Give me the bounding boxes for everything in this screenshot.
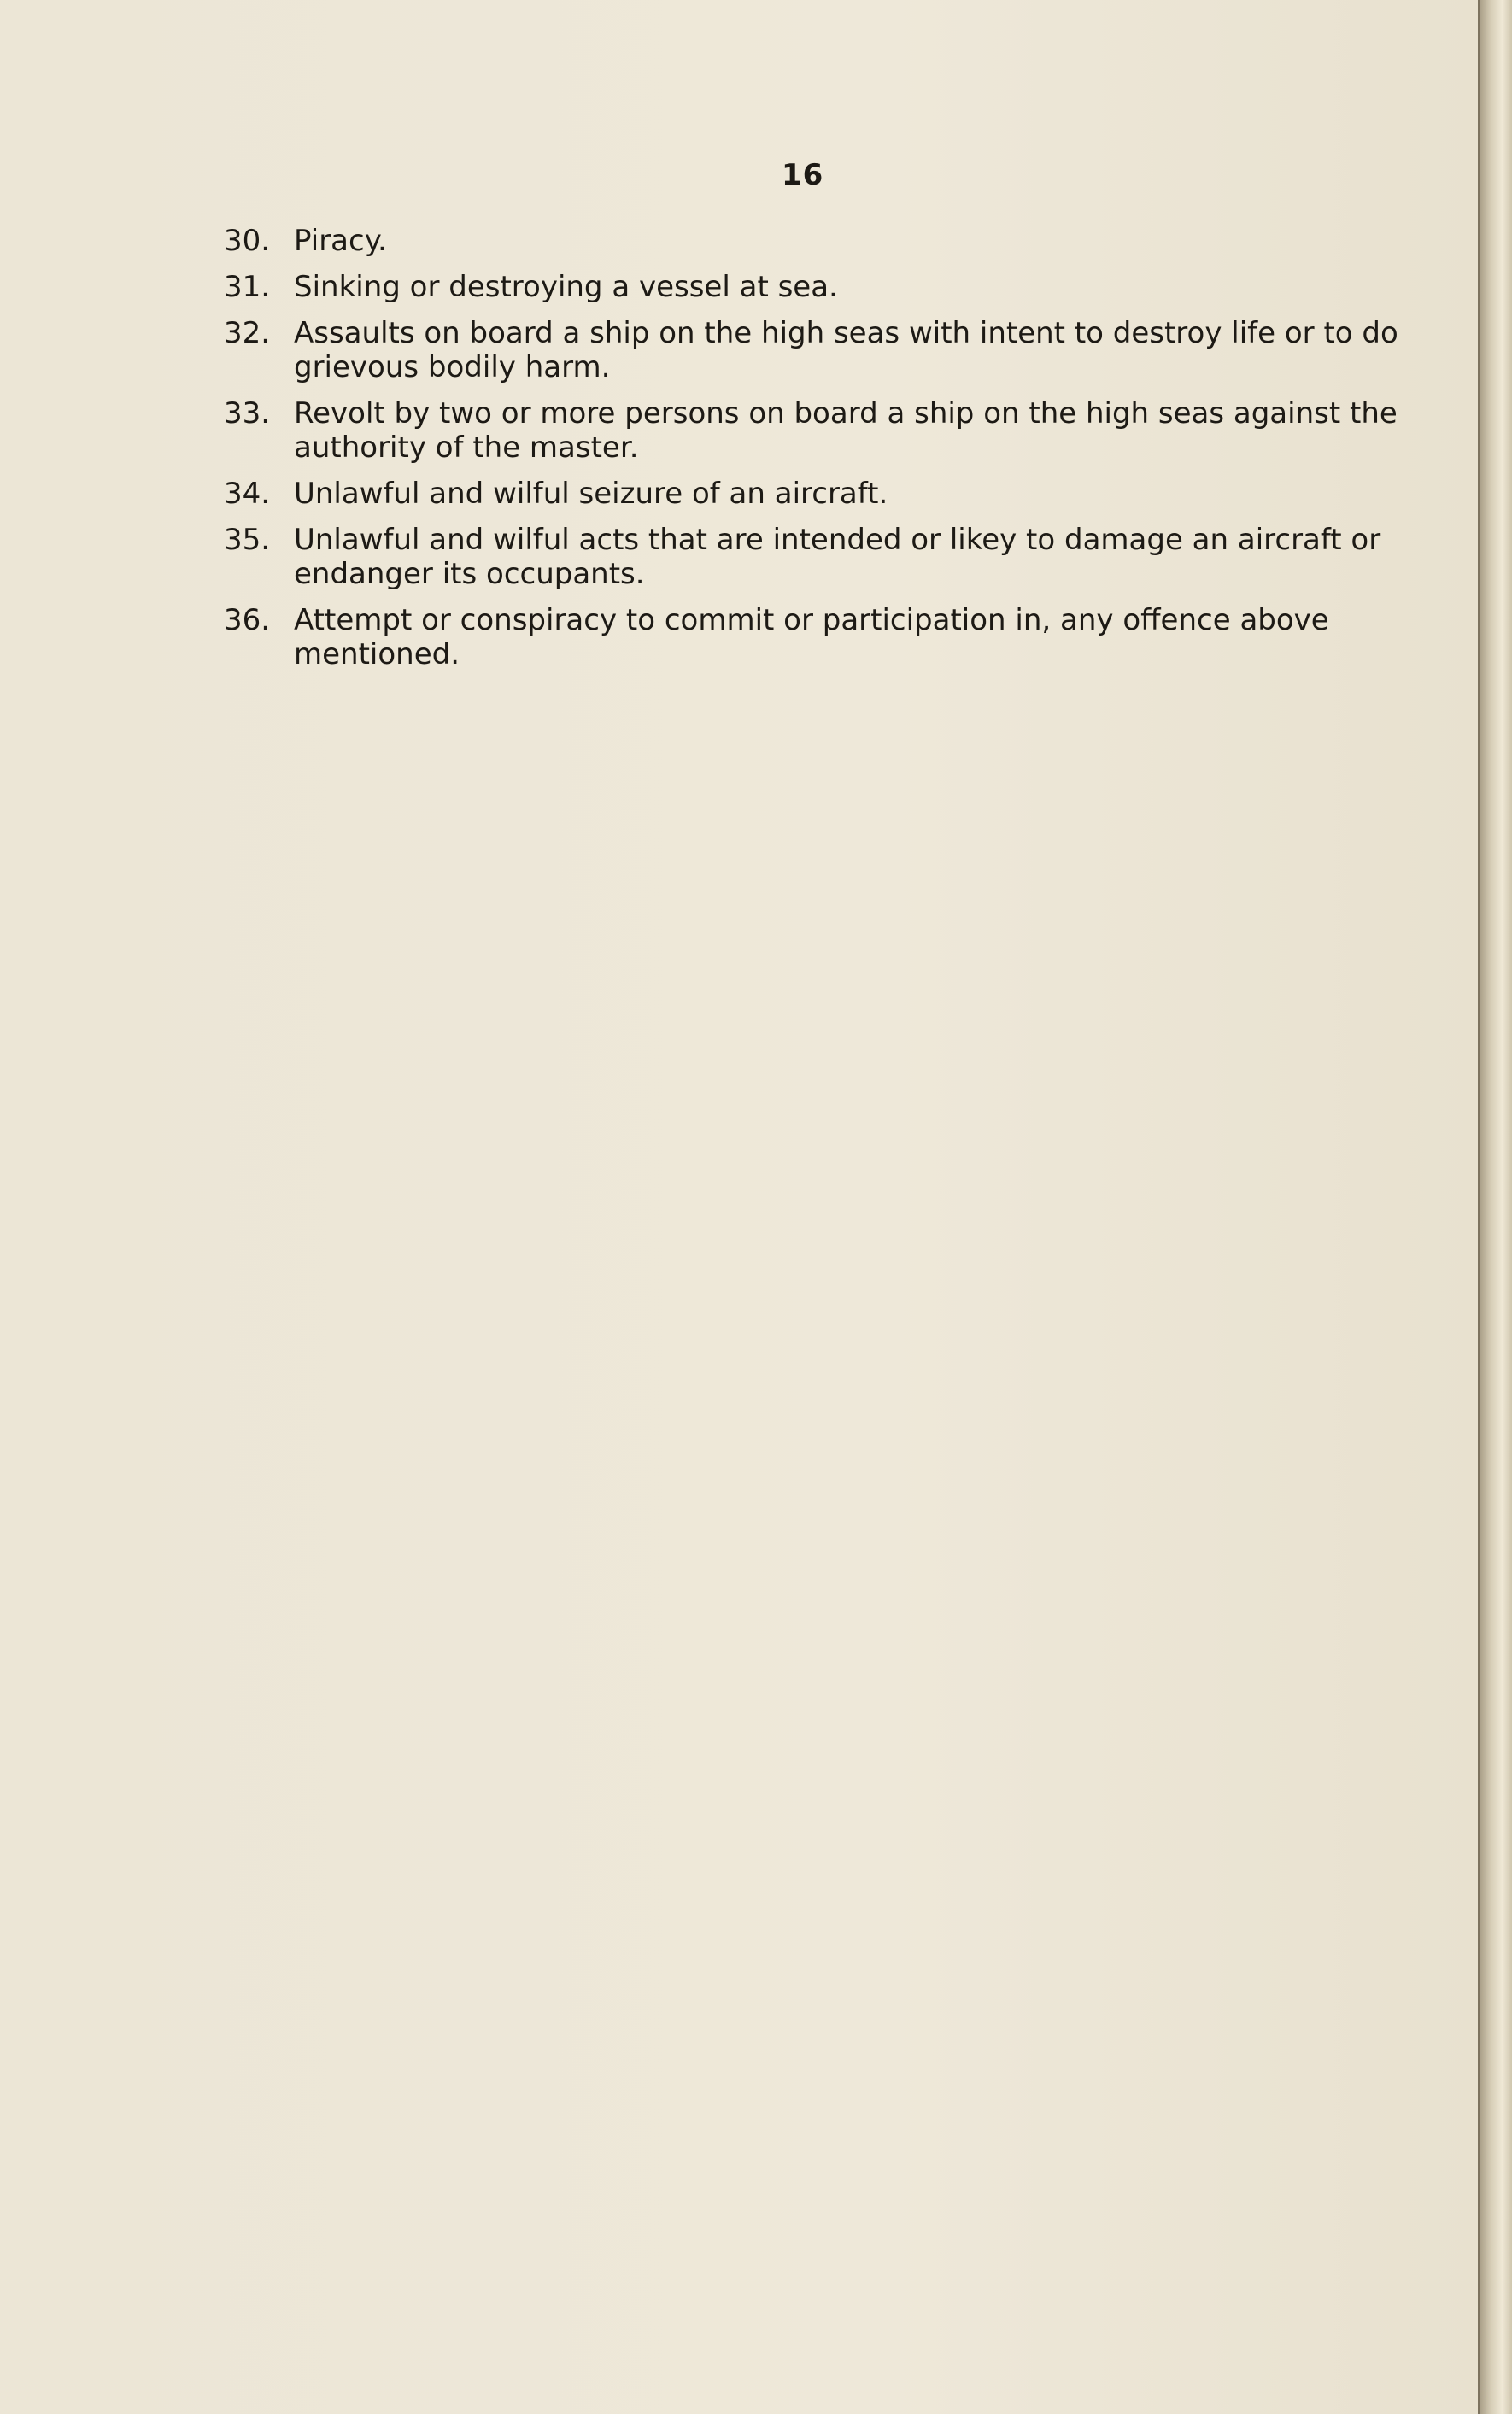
item-number: 35. [224, 523, 271, 557]
item-text: Attempt or conspiracy to commit or participation in, any offence above mentioned. [294, 603, 1329, 671]
item-number: 33. [224, 396, 271, 431]
list-item [224, 603, 1445, 671]
item-number: 31. [224, 270, 271, 304]
item-text: Piracy. [294, 224, 387, 258]
list-item [224, 396, 1445, 465]
list-item [224, 523, 1445, 591]
item-number: 36. [224, 603, 271, 637]
book-spine [1480, 0, 1512, 2414]
list-item [224, 270, 1445, 304]
item-text: Revolt by two or more persons on board a ship on the high seas against the authority of the master. [294, 396, 1398, 465]
item-number: 30. [224, 224, 271, 258]
item-number: 34. [224, 477, 271, 511]
offence-list [224, 224, 1445, 683]
list-item [224, 477, 1445, 511]
list-item [224, 224, 1445, 258]
page-number: 16 [782, 158, 824, 192]
item-text: Sinking or destroying a vessel at sea. [294, 270, 838, 304]
item-number: 32. [224, 316, 271, 350]
list-item [224, 316, 1445, 384]
item-text: Assaults on board a ship on the high seas with intent to destroy life or to do grievous bodily harm. [294, 316, 1398, 384]
item-text: Unlawful and wilful seizure of an aircraft. [294, 477, 888, 511]
item-text: Unlawful and wilful acts that are intended or likey to damage an aircraft or endanger its occupants. [294, 523, 1381, 591]
